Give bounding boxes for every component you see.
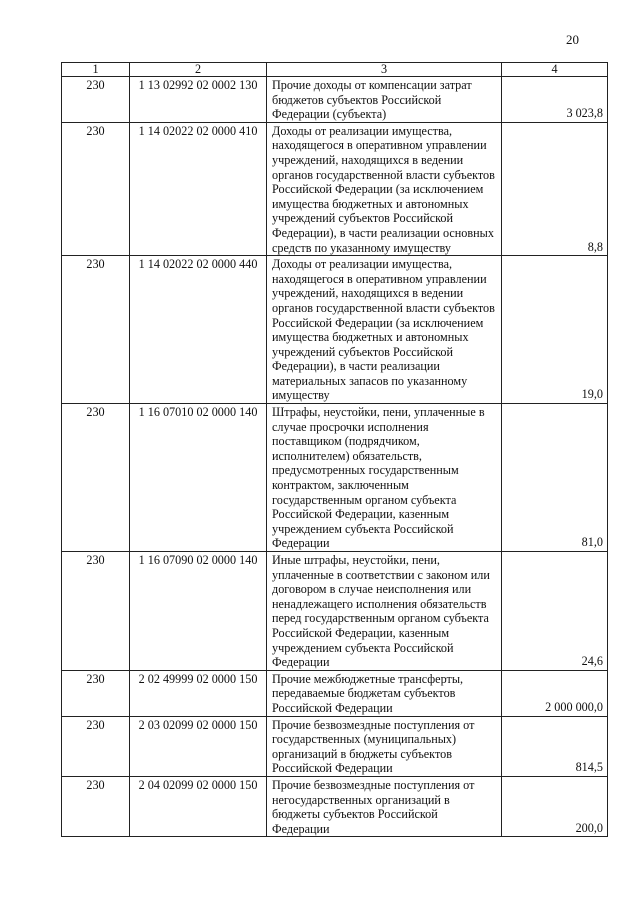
table-row — [62, 776, 608, 836]
amount-cell: 3 023,8 — [502, 77, 608, 123]
table-row — [62, 552, 608, 671]
admin-code-cell: 230 — [62, 670, 130, 716]
revenue-name-cell: Прочие межбюджетные трансферты, передаваемые бюджетам субъектов Российской Федерации — [267, 670, 502, 716]
amount-cell: 2 000 000,0 — [502, 670, 608, 716]
budget-code-cell: 2 03 02099 02 0000 150 — [130, 716, 267, 776]
table-row — [62, 256, 608, 404]
admin-code-cell: 230 — [62, 256, 130, 404]
amount-cell: 81,0 — [502, 404, 608, 552]
table-header — [62, 63, 608, 77]
amount-cell: 19,0 — [502, 256, 608, 404]
header-col-3: 3 — [267, 63, 502, 77]
amount-cell: 814,5 — [502, 716, 608, 776]
budget-code-cell: 1 16 07010 02 0000 140 — [130, 404, 267, 552]
amount-cell: 24,6 — [502, 552, 608, 671]
budget-code-cell: 1 13 02992 02 0002 130 — [130, 77, 267, 123]
table-body — [62, 77, 608, 837]
budget-code-cell: 1 16 07090 02 0000 140 — [130, 552, 267, 671]
amount-cell: 8,8 — [502, 122, 608, 255]
header-row — [62, 63, 608, 77]
table-row — [62, 122, 608, 255]
budget-code-cell: 2 04 02099 02 0000 150 — [130, 776, 267, 836]
amount-cell: 200,0 — [502, 776, 608, 836]
page-number: 20 — [566, 32, 579, 47]
budget-code-cell: 1 14 02022 02 0000 410 — [130, 122, 267, 255]
admin-code-cell: 230 — [62, 776, 130, 836]
header-col-1: 1 — [62, 63, 130, 77]
admin-code-cell: 230 — [62, 122, 130, 255]
admin-code-cell: 230 — [62, 77, 130, 123]
revenue-name-cell: Штрафы, неустойки, пени, уплаченные в случае просрочки исполнения поставщиком (подрядчиком, исполнителем) обязательств, предусмотренных государственным контрактом, заключенным государственным органом субъекта Российской Федерации, казенным учреждением субъекта Российской Федерации — [267, 404, 502, 552]
revenue-name-cell: Прочие доходы от компенсации затрат бюджетов субъектов Российской Федерации (субъекта) — [267, 77, 502, 123]
budget-revenue-table — [61, 62, 608, 837]
revenue-name-cell: Иные штрафы, неустойки, пени, уплаченные в соответствии с законом или договором в случае неисполнения или ненадлежащего исполнения обязательств перед государственным органом субъекта Российской Федерации, казенным учреждением субъекта Российской Федерации — [267, 552, 502, 671]
table-row — [62, 716, 608, 776]
budget-code-cell: 2 02 49999 02 0000 150 — [130, 670, 267, 716]
table-row — [62, 670, 608, 716]
budget-code-cell: 1 14 02022 02 0000 440 — [130, 256, 267, 404]
revenue-name-cell: Доходы от реализации имущества, находящегося в оперативном управлении учреждений, находящихся в ведении органов государственной власти субъектов Российской Федерации (за исключением имущества бюджетных и автономных учреждений субъектов Российской Федерации), в части реализации основных средств по указанному имуществу — [267, 122, 502, 255]
admin-code-cell: 230 — [62, 552, 130, 671]
revenue-name-cell: Прочие безвозмездные поступления от негосударственных организаций в бюджеты субъектов Российской Федерации — [267, 776, 502, 836]
revenue-name-cell: Прочие безвозмездные поступления от государственных (муниципальных) организаций в бюджеты субъектов Российской Федерации — [267, 716, 502, 776]
header-col-4: 4 — [502, 63, 608, 77]
table-row — [62, 77, 608, 123]
revenue-name-cell: Доходы от реализации имущества, находящегося в оперативном управлении учреждений, находящихся в ведении органов государственной власти субъектов Российской Федерации (за исключением имущества бюджетных и автономных учреждений субъектов Российской Федерации), в части реализации материальных запасов по указанному имуществу — [267, 256, 502, 404]
table-row — [62, 404, 608, 552]
admin-code-cell: 230 — [62, 716, 130, 776]
admin-code-cell: 230 — [62, 404, 130, 552]
header-col-2: 2 — [130, 63, 267, 77]
